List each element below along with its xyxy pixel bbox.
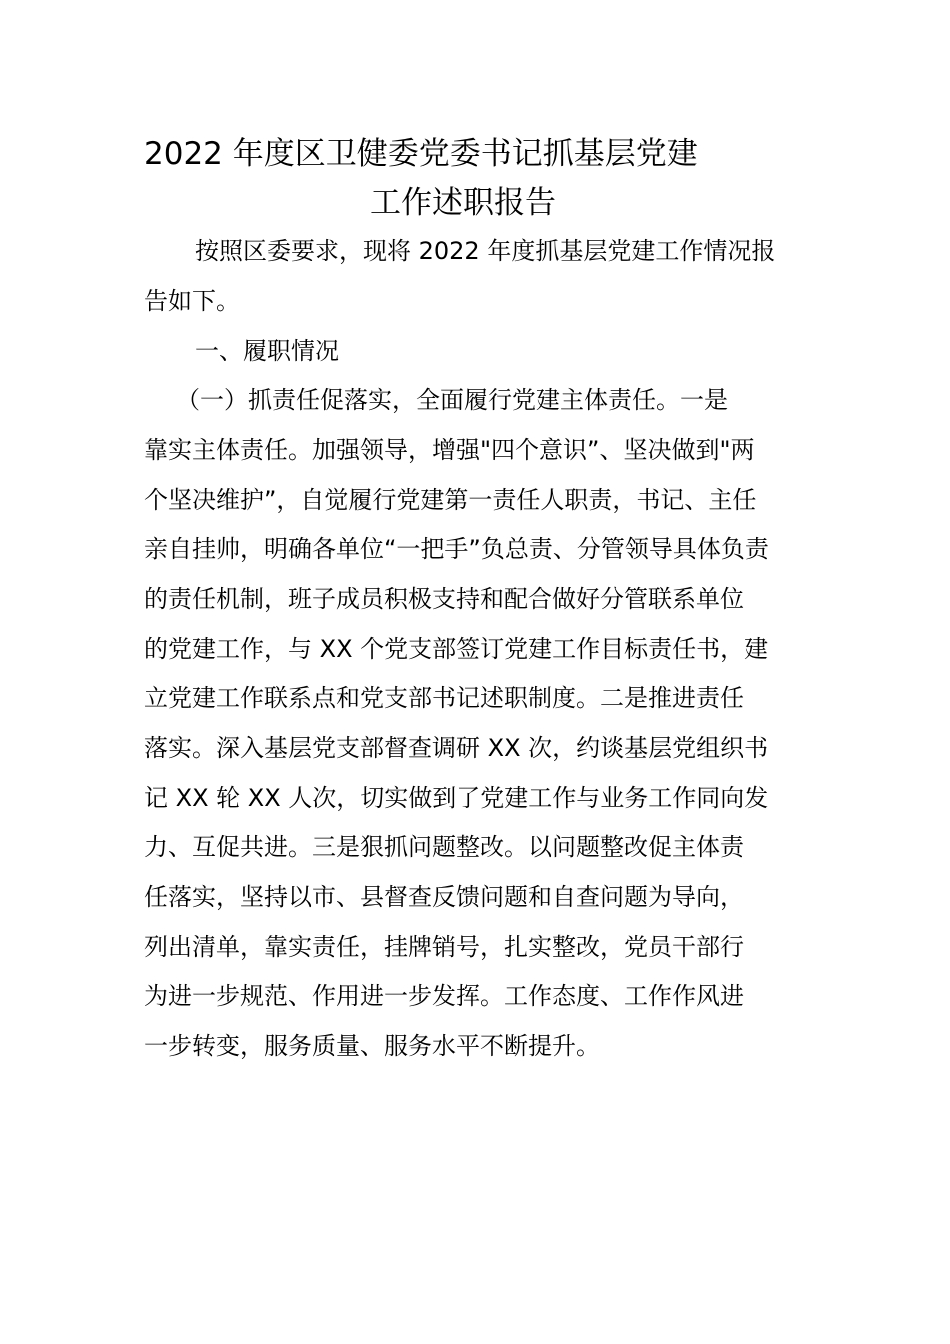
document-title-line-1: 2022 年度区卫健委党委书记抓基层党建	[144, 136, 698, 172]
body-line: 的党建工作，与 XX 个党支部签订党建工作目标责任书，建	[144, 635, 769, 663]
body-line: 亲自挂帅，明确各单位“一把手”负总责、分管领导具体负责	[144, 535, 769, 563]
body-line: 靠实主体责任。加强领导，增强"四个意识”、坚决做到"两	[144, 436, 755, 464]
body-line: 力、互促共进。三是狠抓问题整改。以问题整改促主体责	[144, 833, 744, 861]
body-line: 立党建工作联系点和党支部书记述职制度。二是推进责任	[144, 684, 744, 712]
body-line: 记 XX 轮 XX 人次，切实做到了党建工作与业务工作同向发	[144, 784, 769, 812]
body-line: 为进一步规范、作用进一步发挥。工作态度、工作作风进	[144, 982, 744, 1010]
body-line: 列出清单，靠实责任，挂牌销号，扎实整改，党员干部行	[144, 933, 744, 961]
body-line: 个坚决维护”，自觉履行党建第一责任人职责，书记、主任	[144, 486, 757, 514]
body-line: 的责任机制，班子成员积极支持和配合做好分管联系单位	[144, 585, 744, 613]
body-line: 任落实，坚持以市、县督查反馈问题和自查问题为导向，	[144, 883, 744, 911]
body-line: （一）抓责任促落实，全面履行党建主体责任。一是	[176, 386, 728, 414]
body-line: 一步转变，服务质量、服务水平不断提升。	[144, 1032, 600, 1060]
intro-line-2: 告如下。	[144, 287, 240, 315]
intro-line-1: 按照区委要求，现将 2022 年度抓基层党建工作情况报	[195, 237, 776, 265]
body-line: 落实。深入基层党支部督查调研 XX 次，约谈基层党组织书	[144, 734, 769, 762]
section-heading: 一、履职情况	[195, 337, 339, 365]
document-title-line-2: 工作述职报告	[370, 185, 556, 221]
